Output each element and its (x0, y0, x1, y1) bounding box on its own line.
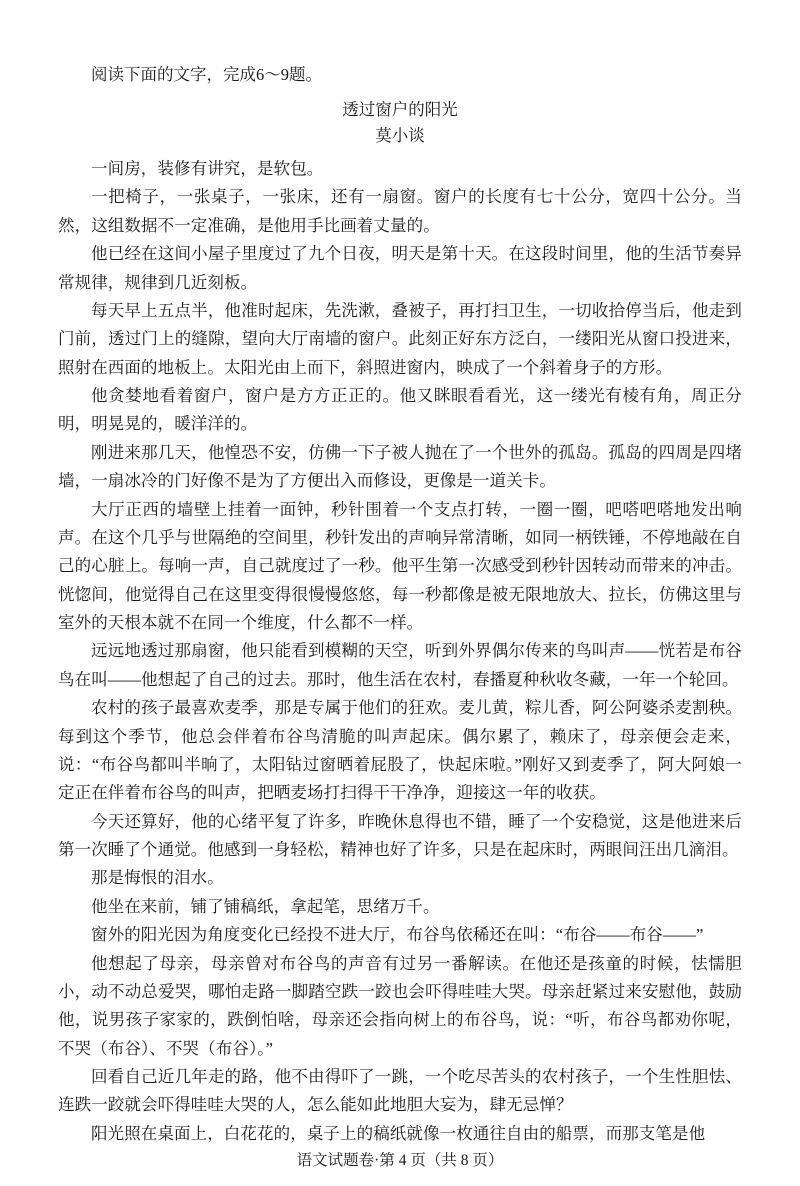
passage-paragraph: 农村的孩子最喜欢麦季，那是专属于他们的狂欢。麦儿黄，粽儿香，阿公阿婆杀麦割秧。每到这个季节，他总会伴着布谷鸟清脆的叫声起床。偶尔累了，赖床了，母亲便会走来，说：“布谷鸟都叫半晌了，太阳钻过窗晒着屁股了，快起床啦。”刚好又到麦季了，阿大阿娘一定正在伴着布谷鸟的叫声，把晒麦场打扫得干干净净，迎接这一年的收获。 (58, 698, 742, 803)
reading-instruction: 阅读下面的文字，完成6～9题。 (91, 65, 322, 84)
passage-author: 莫小谈 (375, 126, 425, 146)
passage-paragraph: 回看自己近几年走的路，他不由得吓了一跳，一个吃尽苦头的农村孩子，一个生性胆怯、连跌一跤就会吓得哇哇大哭的人，怎么能如此地胆大妄为，肆无忌惮？ (58, 1067, 742, 1115)
passage-paragraph: 他已经在这间小屋子里度过了九个日夜，明天是第十天。在这段时间里，他的生活节奏异常规律，规律到几近刻板。 (58, 244, 742, 292)
passage-paragraph: 大厅正西的墙壁上挂着一面钟，秒针围着一个支点打转，一圈一圈，吧嗒吧嗒地发出响声。在这个几乎与世隔绝的空间里，秒针发出的声响异常清晰，如同一柄铁锤，不停地敲在自己的心脏上。每响一声，自己就度过了一秒。他平生第一次感受到秒针因转动而带来的冲击。恍惚间，他觉得自己在这里变得很慢慢悠悠，每一秒都像是被无限地放大、拉长，仿佛这里与室外的天根本就不在同一个维度，什么都不一样。 (58, 499, 742, 633)
passage-paragraph: 他想起了母亲，母亲曾对布谷鸟的声音有过另一番解读。在他还是孩童的时候，怯懦胆小，动不动总爱哭，哪怕走路一脚踏空跌一跤也会吓得哇哇大哭。母亲赶紧过来安慰他，鼓励他，说男孩子家家的，跌倒怕啥，母亲还会指向树上的布谷鸟，说：“听，布谷鸟都劝你呢，不哭（布谷）、不哭（布谷）。” (58, 953, 742, 1058)
page-footer: 语文试题卷·第 4 页（共 8 页） (296, 1152, 504, 1169)
passage-paragraph: 一间房，装修有讲究，是软包。 (91, 159, 324, 179)
passage-paragraph: 他贪婪地看着窗户，窗户是方方正正的。他又眯眼看看光，这一缕光有棱有角，周正分明，明晃晃的，暖洋洋的。 (58, 386, 742, 434)
passage-paragraph: 那是悔恨的泪水。 (91, 868, 224, 888)
passage-paragraph: 阳光照在桌面上，白花花的，桌子上的稿纸就像一枚通往自由的船票，而那支笔是他 (91, 1123, 706, 1143)
passage-paragraph: 窗外的阳光因为角度变化已经投不进大厅，布谷鸟依稀还在叫：“布谷——布谷——” (91, 925, 704, 945)
passage-paragraph: 今天还算好，他的心绪平复了许多，昨晚休息得也不错，睡了一个安稳觉，这是他进来后第一次睡了个通觉。他感到一身轻松，精神也好了许多，只是在起床时，两眼间汪出几滴泪。 (58, 811, 742, 860)
passage-paragraph: 他坐在来前，铺了铺稿纸，拿起笔，思绪万千。 (91, 896, 440, 916)
passage-paragraph: 一把椅子，一张桌子，一张床，还有一扇窗。窗户的长度有七十公分，宽四十公分。当然，这组数据不一定准确，是他用手比画着丈量的。 (58, 187, 742, 235)
passage-paragraph: 刚进来那几天，他惶恐不安，仿佛一下子被人抛在了一个世外的孤岛。孤岛的四周是四堵墙，一扇冰冷的门好像不是为了方便出入而修设，更像是一道关卡。 (58, 442, 742, 491)
passage-paragraph: 每天早上五点半，他准时起床，先洗漱，叠被子，再打扫卫生，一切收拾停当后，他走到门前，透过门上的缝隙，望向大厅南墙的窗户。此刻正好东方泛白，一缕阳光从窗口投进来，照射在西面的地板上。太阳光由上而下，斜照进窗内，映成了一个斜着身子的方形。 (58, 300, 742, 377)
passage-paragraph: 远远地透过那扇窗，他只能看到模糊的天空，听到外界偶尔传来的鸟叫声——恍若是布谷鸟在叫——他想起了自己的过去。那时，他生活在农村，春播夏种秋收冬藏，一年一个轮回。 (58, 641, 742, 689)
passage-title: 透过窗户的阳光 (342, 99, 458, 119)
